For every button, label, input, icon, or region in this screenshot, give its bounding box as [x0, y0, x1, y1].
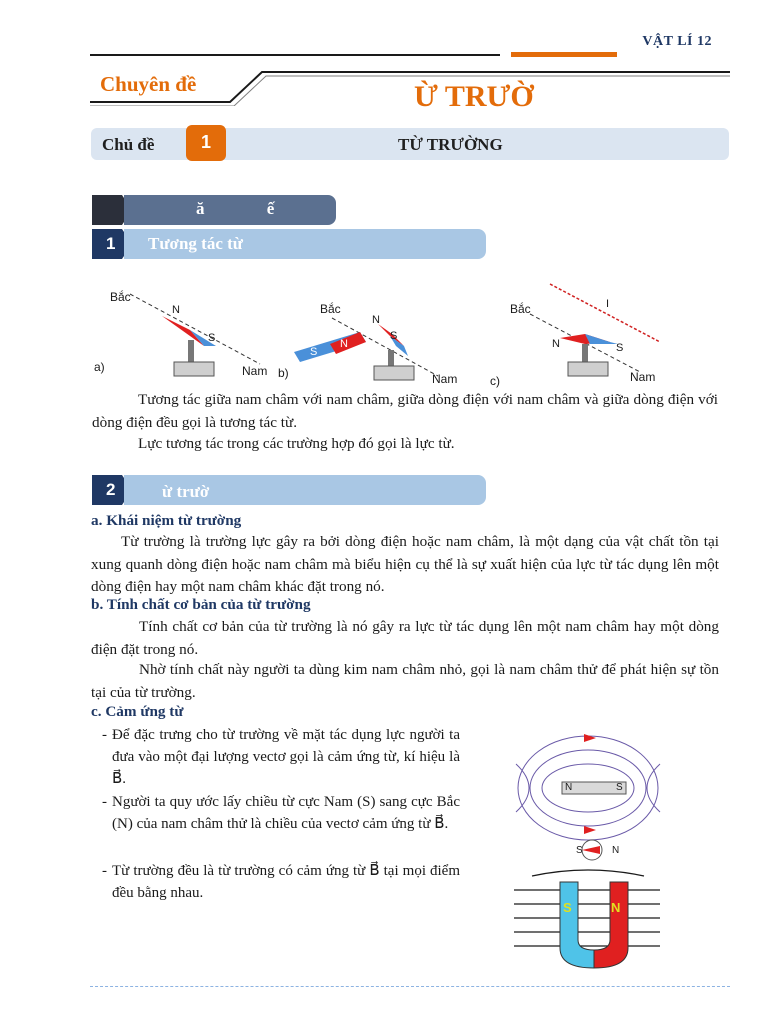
- subject-label: VẬT LÍ 12: [642, 34, 712, 49]
- section2-number: 2: [106, 480, 116, 499]
- fig2-compass-n: N: [612, 845, 620, 856]
- bullet-1-marker: -: [102, 727, 107, 743]
- fig1c-i: I: [606, 298, 610, 310]
- fig1b-n: N: [372, 314, 380, 326]
- topic-prefix: Chuyên đề: [100, 72, 197, 96]
- fig1c-s: S: [616, 342, 624, 354]
- fig1c-n: N: [552, 338, 560, 350]
- fig3-n: N: [611, 900, 621, 915]
- fig2-compass-s: S: [576, 845, 583, 856]
- fig1b-label: b): [278, 366, 289, 380]
- chu-de-title: TỪ TRƯỜNG: [398, 135, 503, 154]
- fig1b-s: S: [390, 330, 398, 342]
- bullet-1: Để đặc trưng cho từ trường về mặt tác dụng lực người ta đưa vào một đại lượng vectơ gọi là cảm ứng từ, kí hiệu là B⃗.: [112, 727, 460, 787]
- bullet-2: Người ta quy ước lấy chiều từ cực Nam (S) sang cực Bắc (N) của nam châm thử là chiều của vectơ cảm ứng từ B⃗.: [112, 794, 460, 832]
- fig2-bar-s: S: [616, 782, 623, 793]
- section2-label: ừ trườ: [162, 482, 210, 501]
- fig1b-bac: Bắc: [320, 302, 341, 316]
- magnet-interaction-figure: [90, 280, 670, 390]
- section1-para2: Lực tương tác trong các trường hợp đó gọi là lực từ.: [138, 435, 455, 452]
- fig1a-label: a): [94, 360, 105, 374]
- fig1b-magnet-n: N: [340, 338, 348, 350]
- topic-title: Ừ TRƯỜ: [414, 80, 534, 113]
- fig1c-nam: Nam: [630, 370, 656, 384]
- subsection-c-title: c. Cảm ứng từ: [91, 703, 184, 720]
- subsection-a-title: a. Khái niệm từ trường: [91, 512, 242, 529]
- fig1a-n: N: [172, 304, 180, 316]
- bar-magnet-field-figure: [512, 724, 662, 864]
- section1-label: Tương tác từ: [148, 234, 243, 253]
- header-line-orange: [511, 52, 617, 57]
- horseshoe-magnet-figure: [512, 868, 662, 972]
- subsection-b-title: b. Tính chất cơ bản của từ trường: [91, 596, 311, 613]
- fig1a-bac: Bắc: [110, 290, 131, 304]
- chu-de-number: 1: [186, 125, 226, 161]
- section1-number: 1: [106, 234, 116, 253]
- fig1b-magnet-s: S: [310, 346, 318, 358]
- chu-de-label: Chủ đề: [102, 135, 155, 154]
- section1-para1: Tương tác giữa nam châm với nam châm, giữa dòng điện với nam châm và giữa dòng điện với dòng điện đều gọi là tương tác từ.: [92, 391, 718, 431]
- bullet-2-marker: -: [102, 794, 107, 810]
- section0-label: ă ế: [196, 199, 275, 218]
- fig2-bar-n: N: [565, 782, 573, 793]
- fig1a-s: S: [208, 332, 216, 344]
- subsection-b-text1: Tính chất cơ bản của từ trường là nó gây ra lực từ tác dụng lên một nam châm hay một dòng điện đặt trong nó.: [91, 618, 719, 658]
- fig1b-nam: Nam: [432, 372, 458, 386]
- footer-divider: [90, 986, 730, 987]
- fig3-s: S: [563, 900, 572, 915]
- header-line-dark: [90, 54, 500, 56]
- bullet-3-marker: -: [102, 863, 107, 879]
- fig1a-nam: Nam: [242, 364, 268, 378]
- subsection-b-text2: Nhờ tính chất này người ta dùng kim nam châm nhỏ, gọi là nam châm thử để phát hiện sự tồn tại của từ trường.: [91, 661, 719, 701]
- fig1c-label: c): [490, 374, 500, 388]
- fig1c-bac: Bắc: [510, 302, 531, 316]
- bullet-3: Từ trường đều là từ trường có cảm ứng từ B⃗ tại mọi điểm đều bằng nhau.: [112, 863, 460, 901]
- subsection-a-text: Từ trường là trường lực gây ra bởi dòng điện hoặc nam châm, là một dạng của vật chất tồn tại xung quanh dòng điện hoặc nam châm mà biểu hiện cụ thể là sự xuất hiện của lực từ tác dụng lên một dòng điện hay một nam châm khác đặt trong nó.: [91, 533, 719, 595]
